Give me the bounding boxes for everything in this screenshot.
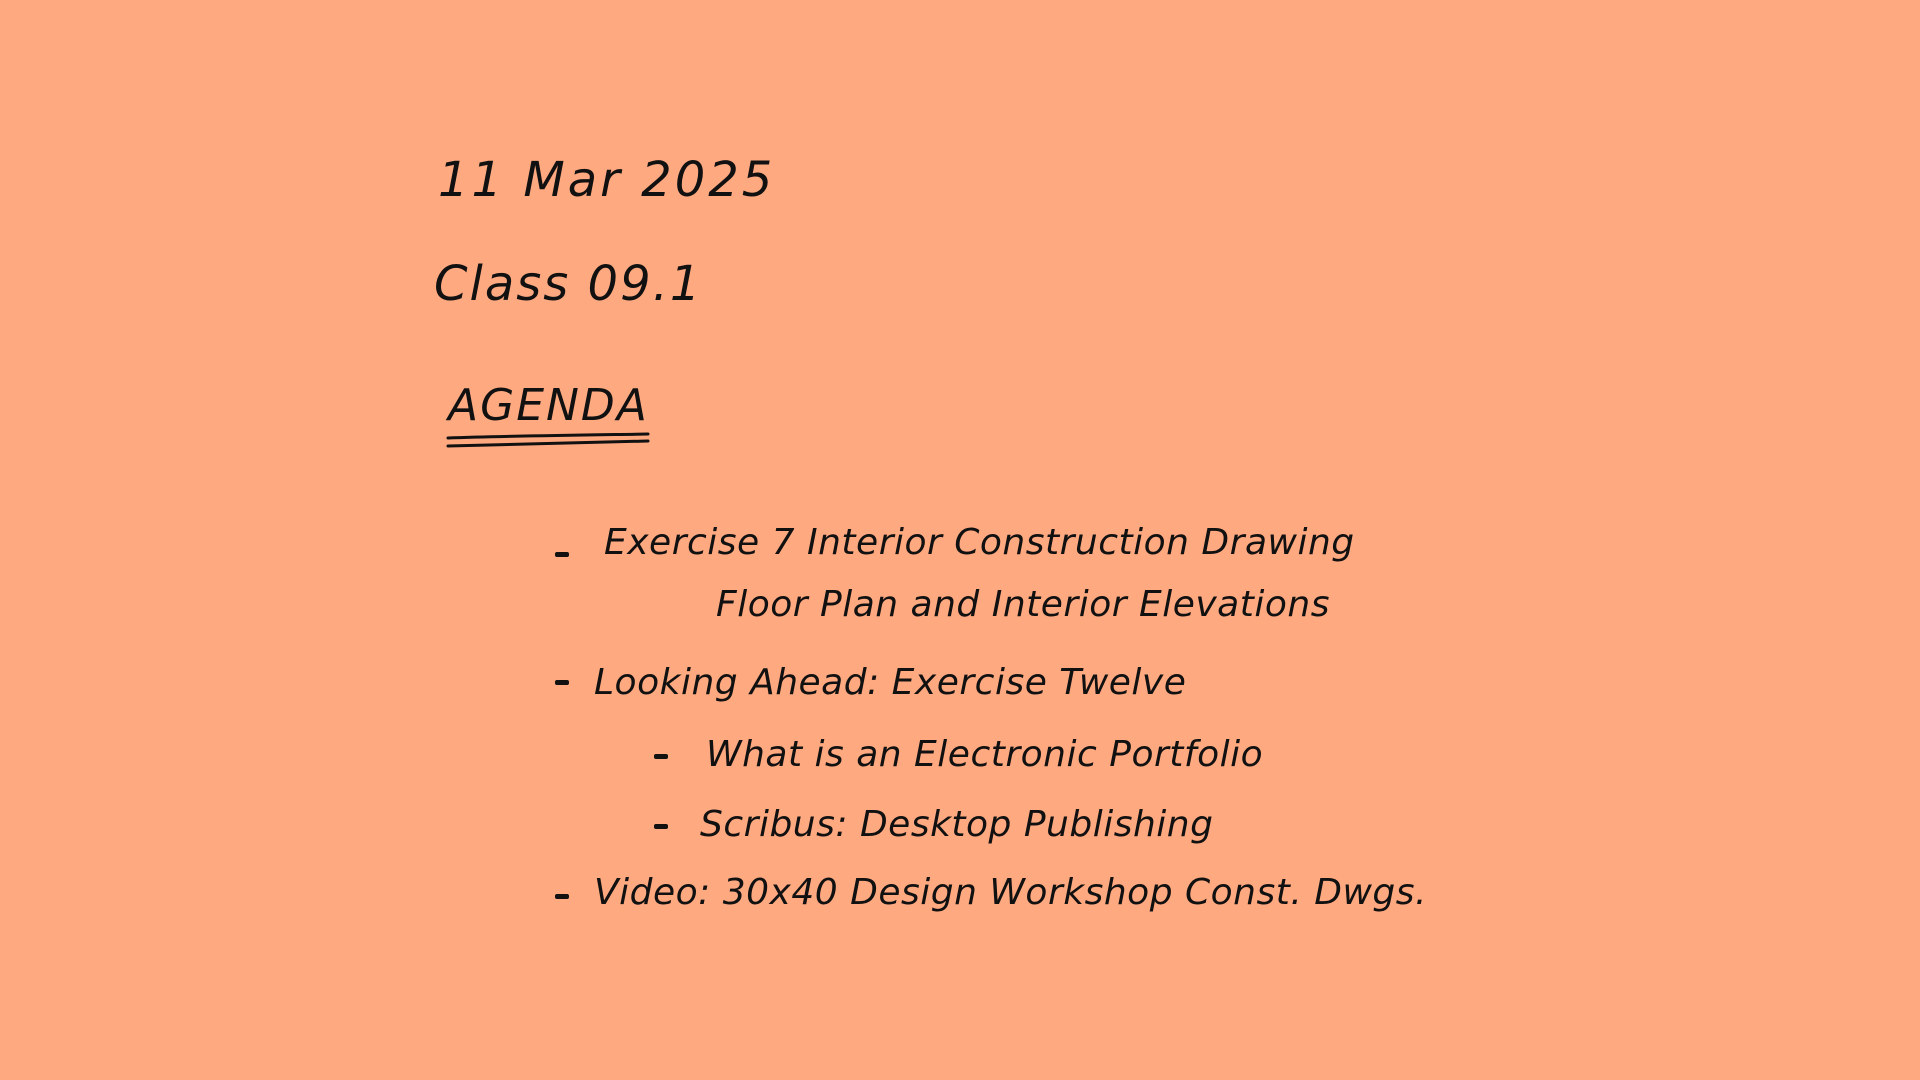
- sub-bullet-dash: [654, 824, 668, 829]
- agenda-item-1-continuation: Floor Plan and Interior Elevations: [716, 584, 1330, 625]
- agenda-item-3: Video: 30x40 Design Workshop Const. Dwgs.: [594, 872, 1427, 913]
- bullet-dash: [555, 680, 569, 685]
- agenda-heading: AGENDA: [448, 380, 649, 431]
- agenda-item-1: Exercise 7 Interior Construction Drawing: [604, 522, 1355, 563]
- agenda-subitem-1: What is an Electronic Portfolio: [706, 734, 1264, 775]
- agenda-item-2: Looking Ahead: Exercise Twelve: [594, 662, 1187, 703]
- agenda-double-underline: [446, 432, 650, 452]
- agenda-subitem-2: Scribus: Desktop Publishing: [700, 804, 1214, 845]
- sub-bullet-dash: [654, 754, 668, 759]
- bullet-dash: [555, 552, 569, 557]
- note-date: 11 Mar 2025: [438, 152, 776, 208]
- bullet-dash: [555, 894, 569, 899]
- class-label: Class 09.1: [434, 256, 703, 312]
